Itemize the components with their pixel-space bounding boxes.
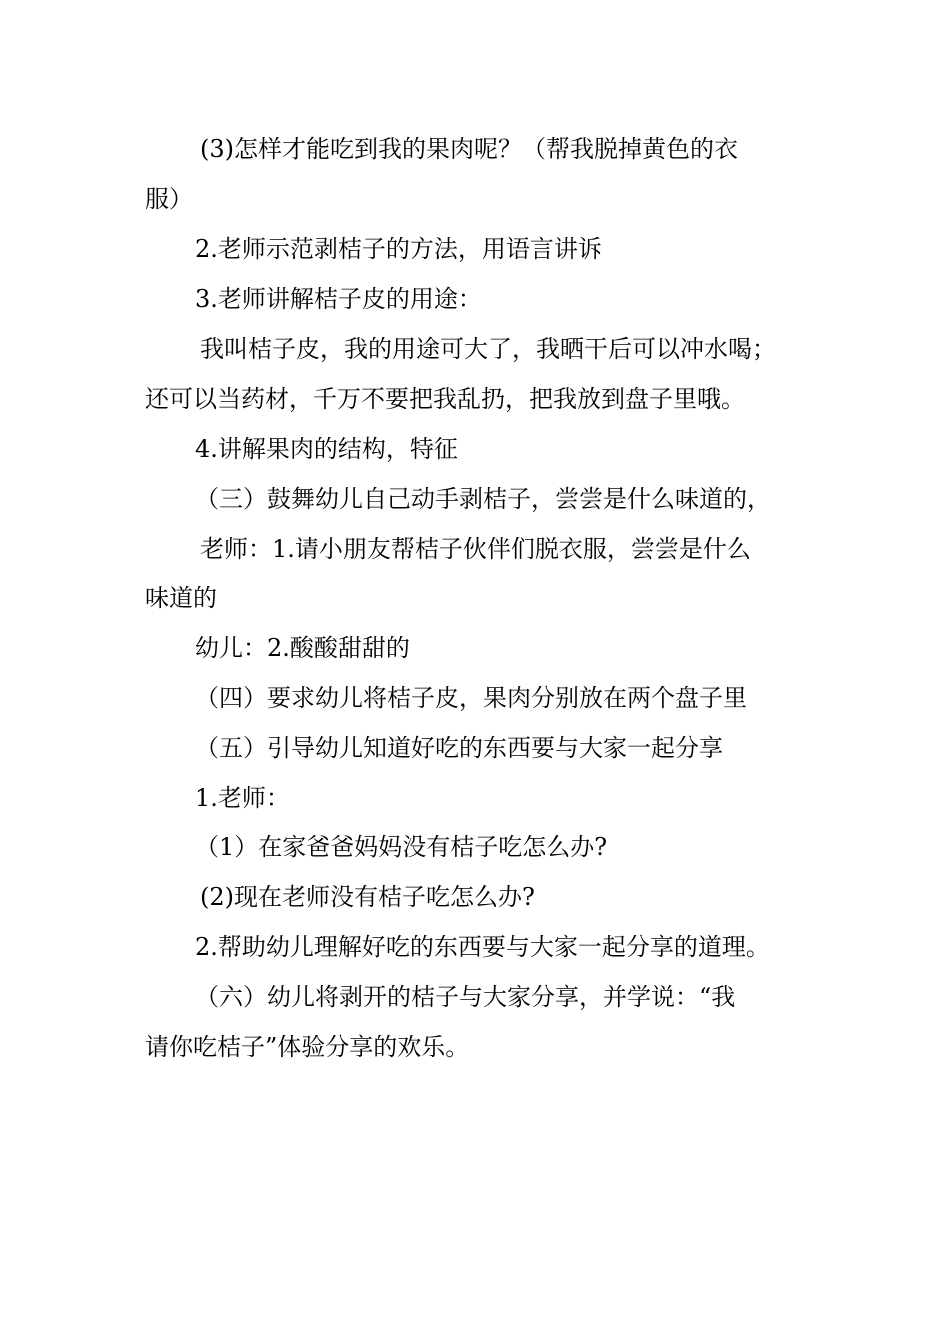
text-line: 2.帮助幼儿理解好吃的东西要与大家一起分享的道理。 [195, 933, 770, 961]
text-line: （四）要求幼儿将桔子皮，果肉分别放在两个盘子里 [195, 684, 747, 712]
text-line: 还可以当药材，千万不要把我乱扔，把我放到盘子里哦。 [145, 385, 745, 413]
text-line: 服） [145, 185, 193, 213]
text-line: 味道的 [145, 584, 217, 612]
text-line: 请你吃桔子”体验分享的欢乐。 [145, 1033, 470, 1061]
text-line: 我叫桔子皮，我的用途可大了，我晒干后可以冲水喝； [200, 335, 776, 363]
text-line: （五）引导幼儿知道好吃的东西要与大家一起分享 [195, 734, 723, 762]
text-line: （三）鼓舞幼儿自己动手剥桔子，尝尝是什么味道的， [195, 485, 771, 513]
text-line: 1.老师： [195, 784, 290, 812]
text-line: 3.老师讲解桔子皮的用途： [195, 285, 482, 313]
text-line: (3)怎样才能吃到我的果肉呢？（帮我脱掉黄色的衣 [200, 135, 738, 163]
text-line: (2)现在老师没有桔子吃怎么办? [200, 883, 535, 911]
text-line: 老师：1.请小朋友帮桔子伙伴们脱衣服，尝尝是什么 [200, 535, 751, 563]
text-line: 4.讲解果肉的结构，特征 [195, 435, 458, 463]
text-line: （六）幼儿将剥开的桔子与大家分享，并学说：“我 [195, 983, 736, 1011]
text-line: （1）在家爸爸妈妈没有桔子吃怎么办? [195, 833, 608, 861]
text-line: 2.老师示范剥桔子的方法，用语言讲诉 [195, 235, 602, 263]
text-line: 幼儿：2.酸酸甜甜的 [195, 634, 410, 662]
